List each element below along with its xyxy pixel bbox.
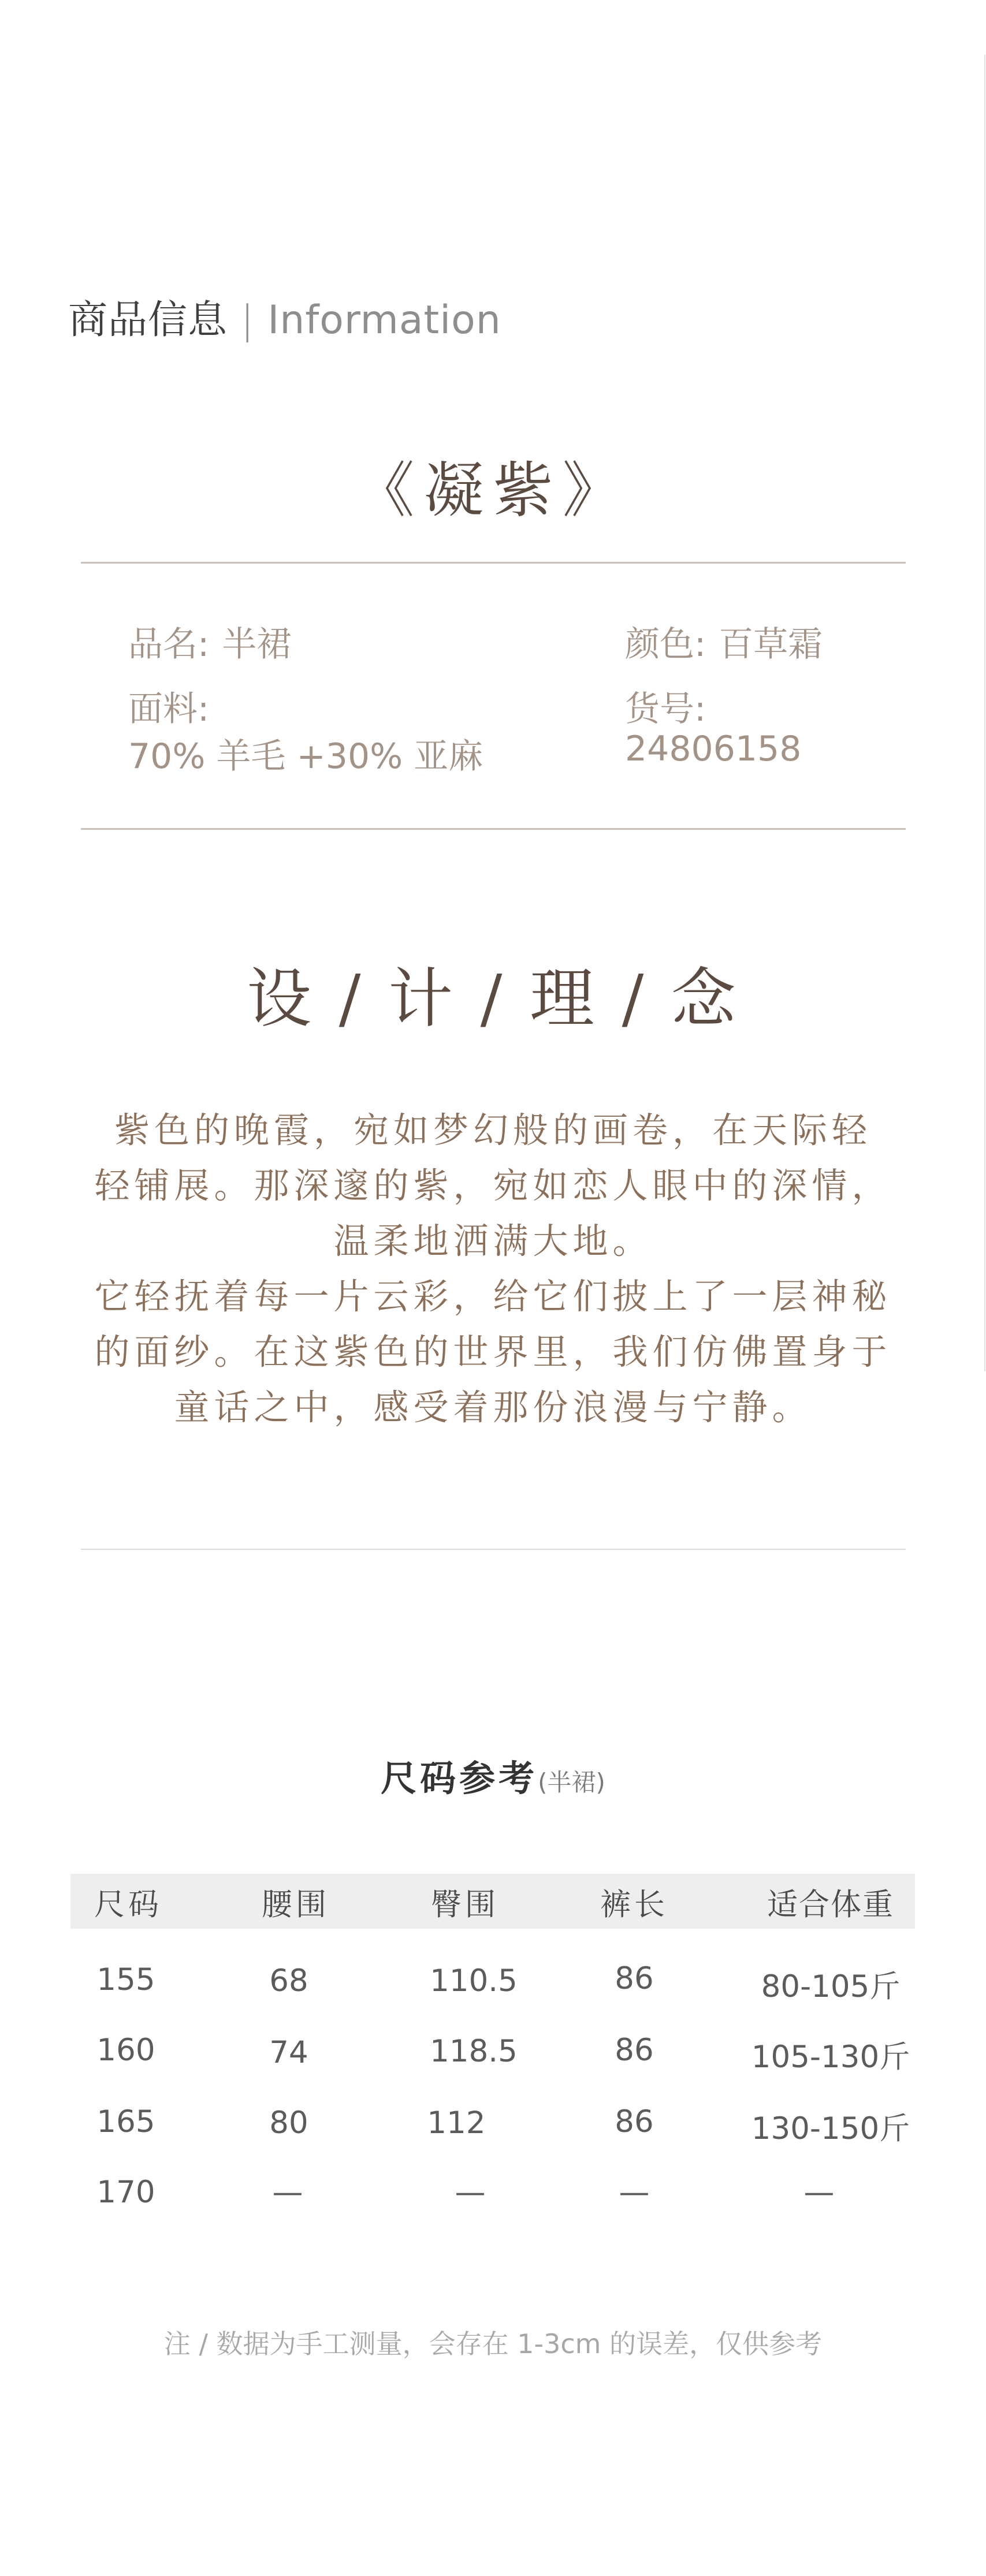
story-line: 温柔地洒满大地。	[333, 1221, 653, 1262]
story-line: 的面纱。在这紫色的世界里，我们仿佛置身于	[94, 1332, 892, 1373]
section-heading-en: Information	[267, 297, 501, 343]
size-cell: 155	[96, 1962, 155, 1997]
size-cell: 74	[269, 2035, 308, 2070]
info-color-value: 百草霜	[719, 624, 823, 665]
divider-middle	[81, 828, 906, 830]
size-cell: 165	[96, 2104, 155, 2139]
section-heading-separator: |	[240, 297, 255, 343]
size-cell: 86	[615, 2104, 654, 2139]
size-table-header-weight: 适合体重	[767, 1887, 894, 1922]
product-title: 《凝紫》	[354, 455, 632, 525]
divider-bottom	[81, 1549, 906, 1550]
info-color-label: 颜色:	[625, 624, 706, 665]
size-title-sub: (半裙)	[538, 1768, 605, 1796]
size-cell: —	[803, 2175, 835, 2210]
story-line: 它轻抚着每一片云彩，给它们披上了一层神秘	[94, 1276, 892, 1317]
measurement-note: 注 / 数据为手工测量，会存在 1-3cm 的误差，仅供参考	[163, 2328, 823, 2359]
size-cell: 86	[615, 2033, 654, 2068]
divider-top	[81, 562, 906, 564]
info-color	[625, 617, 823, 666]
info-sku-label: 货号:	[625, 689, 706, 729]
size-table-header-length: 裤长	[600, 1887, 668, 1922]
info-name	[128, 617, 291, 666]
size-cell: 170	[96, 2175, 155, 2210]
info-name-label: 品名:	[128, 624, 210, 665]
size-cell: 112	[427, 2105, 486, 2141]
size-cell: 160	[96, 2033, 155, 2068]
size-table-header-waist: 腰围	[262, 1887, 330, 1922]
size-cell: 80	[269, 2105, 308, 2141]
size-cell: 80-105斤	[761, 1969, 901, 2004]
size-cell: 110.5	[430, 1963, 518, 1999]
size-cell: 130-150斤	[751, 2111, 910, 2146]
size-table-header-hip: 臀围	[431, 1887, 499, 1922]
story-line: 紫色的晚霞，宛如梦幻般的画卷，在天际轻	[114, 1110, 872, 1151]
size-cell: 68	[269, 1963, 308, 1999]
size-cell: —	[619, 2175, 650, 2210]
size-title-main: 尺码参考	[381, 1757, 538, 1799]
design-concept-title: 设 / 计 / 理 / 念	[247, 961, 739, 1037]
info-sku-value: 24806158	[625, 729, 802, 769]
size-cell: —	[455, 2175, 486, 2210]
design-story	[69, 1103, 917, 1436]
right-edge-rule	[984, 55, 985, 1371]
size-cell: 105-130斤	[751, 2040, 910, 2075]
size-cell: 118.5	[430, 2034, 518, 2069]
section-heading	[68, 289, 501, 345]
info-fabric-value: 70% 羊毛 +30% 亚麻	[128, 736, 483, 777]
info-name-value: 半裙	[222, 624, 292, 665]
story-line: 轻铺展。那深邃的紫，宛如恋人眼中的深情，	[94, 1165, 892, 1206]
info-fabric-label: 面料:	[128, 689, 210, 729]
story-line: 童话之中，感受着那份浪漫与宁静。	[174, 1387, 812, 1428]
size-cell: 86	[615, 1961, 654, 1996]
size-table-header-size: 尺码	[94, 1887, 162, 1922]
size-cell: —	[272, 2175, 303, 2210]
size-reference-title	[0, 1750, 986, 1801]
section-heading-cn: 商品信息	[68, 297, 228, 343]
